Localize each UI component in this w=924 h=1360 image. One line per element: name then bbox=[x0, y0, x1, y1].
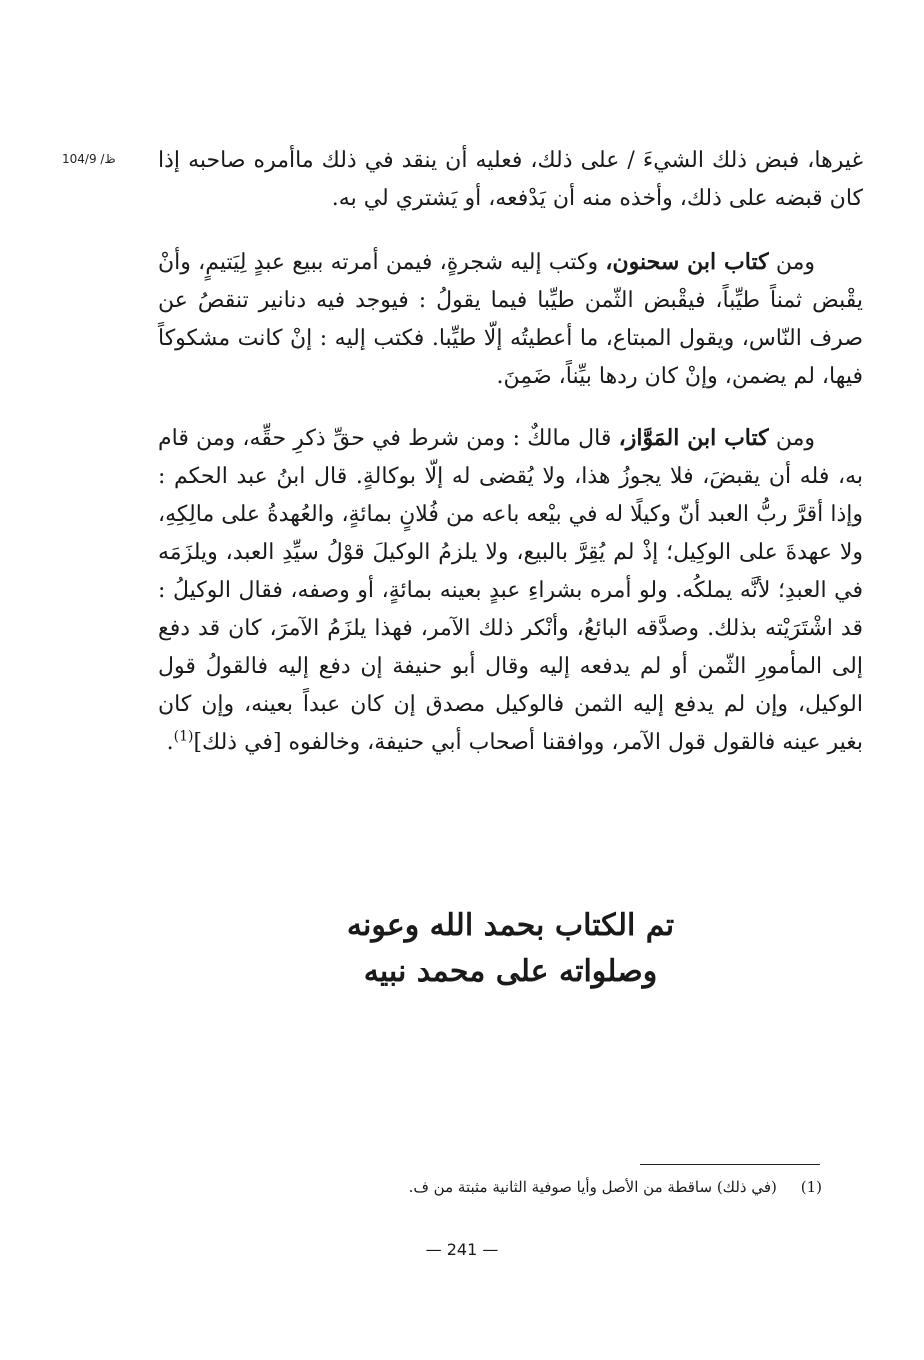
page-number: — 241 — bbox=[425, 1240, 499, 1259]
paragraph-3 bbox=[158, 419, 863, 762]
paragraph-2-text: وكتب إليه شجرةٍ، فيمن أمرته ببيع عبدٍ لِيَتيمٍ، وأنْ يقْبض ثمناً طيِّباً، فيقْبض الثّمن طيِّبا فيما يقولُ : فيوجد فيه دنانير تنقصُ عن صرف النّاس، ويقول المبتاع، ما أعطيتُه إلّا طيِّبا. فكتب إليه : إنْ كانت مشكوكاً فيها، لم يضمن، وإنْ كان ردها بيِّناً، ضَمِنَ. bbox=[158, 250, 863, 389]
footnote-reference[interactable]: (1) bbox=[173, 728, 194, 745]
paragraph-3-source-title: كتاب ابن المَوَّاز، bbox=[618, 425, 769, 451]
paragraph-1-text: غيرها، فبض ذلك الشيءَ / على ذلك، فعليه أن ينقد في ذلك ماأمره صاحبه إذا كان قبضه على ذلك، وأخذه منه أن يَدْفعه، أو يَشتري لي به. bbox=[158, 148, 863, 211]
paragraph-3-lead: ومن bbox=[768, 426, 815, 451]
footnote-divider bbox=[640, 1164, 820, 1165]
paragraph-2-source-title: كتاب ابن سحنون، bbox=[605, 249, 769, 275]
paragraph-1 bbox=[158, 142, 863, 218]
margin-folio-note: ظ/ 104/9 bbox=[62, 152, 116, 166]
footnote bbox=[380, 1174, 822, 1200]
colophon-line-1: تم الكتاب بحمد الله وعونه bbox=[346, 908, 675, 943]
paragraph-3-text: قال مالكٌ : ومن شرط في حقِّ ذكرِ حقِّه، ومن قام به، فله أن يقبضَ، فلا يجوزُ هذا، ولا يُقضى له إلّا بوكالةٍ. قال ابنُ عبد الحكم : وإذا أقرَّ ربُّ العبد أنّ وكيلًا له في بيْعه باعه من فُلانٍ بمائةٍ، والعُهدةُ على مالِكِهِ، ولا عهدةَ على الوكِيل؛ إذْ لم يُقِرَّ بالبيع، ولا يلزمُ الوكيلَ قوْلُ سيِّدِ العبد، ويلزَمَه في العبدِ؛ لأنَّه يملكُه. ولو أمره بشراءِ عبدٍ بعينه بمائةٍ، أو وصفه، فقال الوكيلُ : قد اشْتَرَيْته بذلك. وصدَّقه البائعُ، وأنْكر ذلك الآمر، فهذا يلزَمُ الآمرَ، كان قد دفع إلى المأمورِ الثّمن أو لم يدفعه إليه وقال أبو حنيفة إن دفع إليه فالقولُ قول الوكيل، وإن لم يدفع إليه الثمن فالوكيل مصدق إن كان عبداً بعينه، وإن كان بغير عينه فالقول قول الآمر، ووافقنا أصحاب أبي حنيفة، وخالفوه [في ذلك] bbox=[158, 426, 863, 755]
footnote-number: (1) bbox=[800, 1178, 822, 1196]
footnote-text: (في ذلك) ساقطة من الأصل وأيا صوفية الثانية مثبتة من ف. bbox=[408, 1178, 777, 1196]
colophon bbox=[158, 903, 863, 995]
paragraph-2-lead: ومن bbox=[768, 250, 815, 275]
paragraph-3-body bbox=[158, 419, 863, 762]
paragraph-2 bbox=[158, 243, 863, 396]
paragraph-3-end: . bbox=[166, 730, 174, 755]
colophon-line-2: وصلواته على محمد نبيه bbox=[363, 954, 658, 989]
paragraph-2-body bbox=[158, 243, 863, 396]
